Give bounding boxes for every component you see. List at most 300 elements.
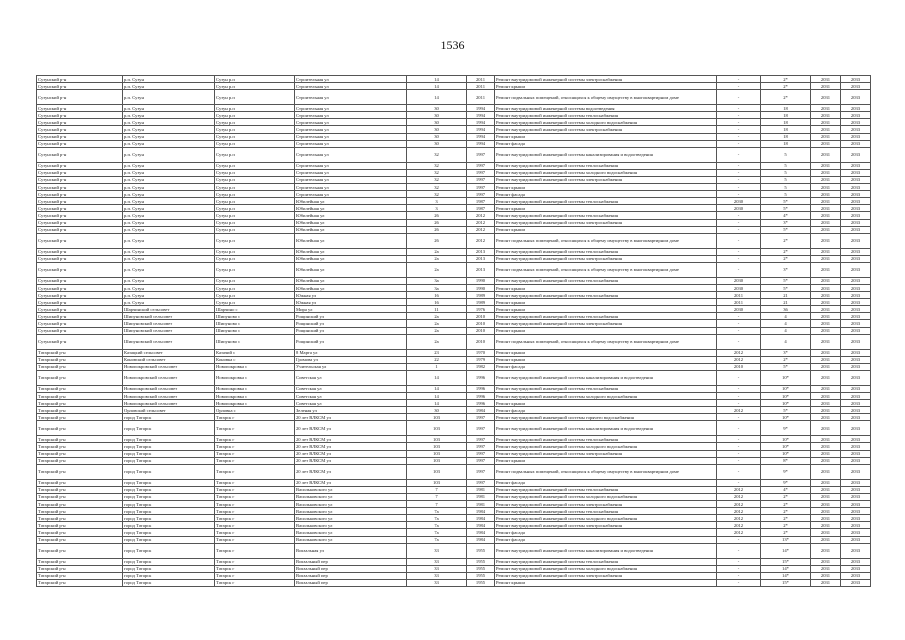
settlement-cell: р.п. Сузун — [123, 255, 215, 262]
period-start-cell: 2031 — [811, 233, 841, 248]
planned-year-cell: - — [717, 536, 761, 543]
table-row — [37, 421, 871, 436]
table-row — [37, 536, 871, 543]
locality-cell: Казачий с — [215, 349, 295, 356]
street-cell: Строительная ул — [295, 140, 407, 147]
planned-year-cell: - — [717, 119, 761, 126]
planned-year-cell: - — [717, 543, 761, 558]
build-year-cell: 1997 — [467, 436, 495, 443]
code-cell: 2* — [761, 515, 811, 522]
build-year-cell: 1981 — [467, 486, 495, 493]
period-end-cell: 2033 — [841, 320, 871, 327]
build-year-cell: 1982 — [467, 363, 495, 370]
house-number-cell: 103 — [407, 414, 467, 421]
period-start-cell: 2031 — [811, 464, 841, 479]
period-start-cell: 2031 — [811, 536, 841, 543]
code-cell: 2* — [761, 83, 811, 90]
locality-cell: Татарск г — [215, 558, 295, 565]
settlement-cell: р.п. Сузун — [123, 147, 215, 162]
build-year-cell: 1997 — [467, 162, 495, 169]
house-number-cell: 7а — [407, 522, 467, 529]
code-cell: 18 — [761, 140, 811, 147]
settlement-cell: р.п. Сузун — [123, 105, 215, 112]
period-start-cell: 2031 — [811, 262, 841, 277]
period-start-cell: 2031 — [811, 479, 841, 486]
planned-year-cell: 2012 — [717, 515, 761, 522]
planned-year-cell: - — [717, 313, 761, 320]
build-year-cell: 1990 — [467, 277, 495, 284]
period-end-cell: 2033 — [841, 558, 871, 565]
table-row — [37, 112, 871, 119]
work-type-cell: Ремонт внутридомовой инженерной системы канализирования и водоотведения — [495, 370, 717, 385]
build-year-cell: 1981 — [467, 501, 495, 508]
period-start-cell: 2031 — [811, 313, 841, 320]
table-row — [37, 90, 871, 105]
table-row — [37, 334, 871, 349]
planned-year-cell: 2030 — [717, 306, 761, 313]
street-cell: Строительная ул — [295, 90, 407, 105]
street-cell: Юбилейная ул — [295, 198, 407, 205]
work-type-cell: Ремонт внутридомовой инженерной системы электроснабжения — [495, 501, 717, 508]
code-cell: 4 — [761, 327, 811, 334]
house-number-cell: 103 — [407, 421, 467, 436]
settlement-cell: город Татарск — [123, 579, 215, 586]
code-cell: 36 — [761, 306, 811, 313]
period-end-cell: 2033 — [841, 306, 871, 313]
district-cell: Сузунский р-н — [37, 299, 123, 306]
code-cell: 5* — [761, 277, 811, 284]
settlement-cell: р.п. Сузун — [123, 205, 215, 212]
code-cell: 5 — [761, 147, 811, 162]
settlement-cell: р.п. Сузун — [123, 90, 215, 105]
house-number-cell: 26 — [407, 212, 467, 219]
planned-year-cell: - — [717, 226, 761, 233]
settlement-cell: город Татарск — [123, 457, 215, 464]
period-start-cell: 2031 — [811, 421, 841, 436]
code-cell: 8* — [761, 457, 811, 464]
period-end-cell: 2033 — [841, 169, 871, 176]
period-start-cell: 2031 — [811, 370, 841, 385]
period-end-cell: 2033 — [841, 414, 871, 421]
settlement-cell: город Татарск — [123, 558, 215, 565]
district-cell: Сузунский р-н — [37, 248, 123, 255]
build-year-cell: 1976 — [467, 306, 495, 313]
build-year-cell: 1997 — [467, 169, 495, 176]
table-row — [37, 147, 871, 162]
settlement-cell: р.п. Сузун — [123, 140, 215, 147]
code-cell: 2* — [761, 90, 811, 105]
planned-year-cell: - — [717, 414, 761, 421]
district-cell: Татарский р-н — [37, 356, 123, 363]
house-number-cell: 33 — [407, 565, 467, 572]
planned-year-cell: - — [717, 464, 761, 479]
code-cell: 5* — [761, 205, 811, 212]
street-cell: Южная ул — [295, 299, 407, 306]
work-type-cell: Ремонт крыши — [495, 356, 717, 363]
planned-year-cell: 2030 — [717, 205, 761, 212]
period-start-cell: 2031 — [811, 356, 841, 363]
settlement-cell: Шипуновский сельсовет — [123, 320, 215, 327]
settlement-cell: город Татарск — [123, 529, 215, 536]
locality-cell: Сузун р.п — [215, 184, 295, 191]
work-type-cell: Ремонт крыши — [495, 579, 717, 586]
work-type-cell: Ремонт крыши — [495, 184, 717, 191]
street-cell: Строительная ул — [295, 112, 407, 119]
settlement-cell: Шипуновский сельсовет — [123, 313, 215, 320]
planned-year-cell: - — [717, 162, 761, 169]
table-row — [37, 450, 871, 457]
period-end-cell: 2033 — [841, 112, 871, 119]
build-year-cell: 1987 — [467, 205, 495, 212]
district-cell: Сузунский р-н — [37, 119, 123, 126]
street-cell: Юбилейная ул — [295, 255, 407, 262]
planned-year-cell: - — [717, 169, 761, 176]
build-year-cell: 2011 — [467, 83, 495, 90]
house-number-cell: 32 — [407, 176, 467, 183]
table-row — [37, 407, 871, 414]
street-cell: Строительная ул — [295, 191, 407, 198]
locality-cell: Сузун р.п — [215, 233, 295, 248]
period-start-cell: 2031 — [811, 169, 841, 176]
table-row — [37, 284, 871, 291]
house-number-cell: 7а — [407, 536, 467, 543]
planned-year-cell: 2030 — [717, 198, 761, 205]
district-cell: Татарский р-н — [37, 515, 123, 522]
table-row — [37, 76, 871, 83]
work-type-cell: Ремонт внутридомовой инженерной системы электроснабжения — [495, 176, 717, 183]
settlement-cell: Орловский сельсовет — [123, 407, 215, 414]
planned-year-cell: - — [717, 255, 761, 262]
planned-year-cell: 2012 — [717, 493, 761, 500]
period-end-cell: 2033 — [841, 543, 871, 558]
build-year-cell: 2010 — [467, 334, 495, 349]
table-row — [37, 543, 871, 558]
planned-year-cell: - — [717, 133, 761, 140]
work-type-cell: Ремонт внутридомовой инженерной системы теплоснабжения — [495, 508, 717, 515]
build-year-cell: 1955 — [467, 565, 495, 572]
house-number-cell: 30 — [407, 407, 467, 414]
locality-cell: Татарск г — [215, 421, 295, 436]
settlement-cell: город Татарск — [123, 436, 215, 443]
work-type-cell: Ремонт фасада — [495, 529, 717, 536]
planned-year-cell: - — [717, 393, 761, 400]
code-cell: 15* — [761, 558, 811, 565]
build-year-cell: 2012 — [467, 233, 495, 248]
table-row — [37, 184, 871, 191]
build-year-cell: 1955 — [467, 558, 495, 565]
house-number-cell: 32 — [407, 184, 467, 191]
district-cell: Сузунский р-н — [37, 169, 123, 176]
house-number-cell: 14 — [407, 385, 467, 392]
work-type-cell: Ремонт внутридомовой инженерной системы теплоснабжения — [495, 248, 717, 255]
work-type-cell: Ремонт внутридомовой инженерной системы теплоснабжения — [495, 292, 717, 299]
street-cell: Вокзальная ул — [295, 543, 407, 558]
settlement-cell: р.п. Сузун — [123, 126, 215, 133]
settlement-cell: город Татарск — [123, 479, 215, 486]
table-row — [37, 320, 871, 327]
build-year-cell: 1955 — [467, 579, 495, 586]
planned-year-cell: - — [717, 112, 761, 119]
build-year-cell: 1997 — [467, 147, 495, 162]
build-year-cell: 2012 — [467, 219, 495, 226]
table-row — [37, 205, 871, 212]
district-cell: Сузунский р-н — [37, 219, 123, 226]
street-cell: 20 лет ВЛКСМ ул — [295, 414, 407, 421]
period-start-cell: 2031 — [811, 105, 841, 112]
period-end-cell: 2033 — [841, 529, 871, 536]
code-cell: 3* — [761, 262, 811, 277]
district-cell: Татарский р-н — [37, 558, 123, 565]
period-start-cell: 2031 — [811, 83, 841, 90]
code-cell: 2* — [761, 508, 811, 515]
district-cell: Сузунский р-н — [37, 90, 123, 105]
period-start-cell: 2031 — [811, 327, 841, 334]
period-end-cell: 2033 — [841, 579, 871, 586]
settlement-cell: р.п. Сузун — [123, 198, 215, 205]
settlement-cell: р.п. Сузун — [123, 284, 215, 291]
locality-cell: Сузун р.п — [215, 112, 295, 119]
period-end-cell: 2033 — [841, 536, 871, 543]
work-type-cell: Ремонт внутридомовой инженерной системы теплоснабжения — [495, 313, 717, 320]
district-cell: Сузунский р-н — [37, 133, 123, 140]
page-number: 1536 — [440, 38, 465, 52]
planned-year-cell: - — [717, 262, 761, 277]
build-year-cell: 2010 — [467, 327, 495, 334]
work-type-cell: Ремонт подвальных помещений, относящихся к общему имуществу в многоквартирном доме — [495, 233, 717, 248]
district-cell: Сузунский р-н — [37, 184, 123, 191]
settlement-cell: город Татарск — [123, 486, 215, 493]
code-cell: 21 — [761, 292, 811, 299]
work-type-cell: Ремонт фасада — [495, 140, 717, 147]
house-number-cell: 14 — [407, 76, 467, 83]
locality-cell: Сузун р.п — [215, 299, 295, 306]
build-year-cell: 1987 — [467, 198, 495, 205]
code-cell: 13* — [761, 536, 811, 543]
district-cell: Сузунский р-н — [37, 83, 123, 90]
district-cell: Сузунский р-н — [37, 233, 123, 248]
planned-year-cell: - — [717, 565, 761, 572]
work-type-cell: Ремонт внутридомовой инженерной системы электроснабжения — [495, 320, 717, 327]
planned-year-cell: 2030 — [717, 284, 761, 291]
table-row — [37, 162, 871, 169]
build-year-cell: 2011 — [467, 90, 495, 105]
street-cell: Громова ул — [295, 356, 407, 363]
period-start-cell: 2031 — [811, 508, 841, 515]
period-end-cell: 2033 — [841, 436, 871, 443]
table-row — [37, 529, 871, 536]
house-number-cell: 7а — [407, 515, 467, 522]
work-type-cell: Ремонт внутридомовой инженерной системы электроснабжения — [495, 219, 717, 226]
planned-year-cell: - — [717, 140, 761, 147]
period-end-cell: 2033 — [841, 400, 871, 407]
house-number-cell: 3а — [407, 277, 467, 284]
street-cell: Юбилейная ул — [295, 226, 407, 233]
locality-cell: Сузун р.п — [215, 76, 295, 83]
period-end-cell: 2033 — [841, 292, 871, 299]
build-year-cell: 2013 — [467, 262, 495, 277]
locality-cell: Сузун р.п — [215, 205, 295, 212]
work-type-cell: Ремонт крыши — [495, 299, 717, 306]
district-cell: Татарский р-н — [37, 443, 123, 450]
locality-cell: Коновка с — [215, 356, 295, 363]
table-row — [37, 385, 871, 392]
code-cell: 5 — [761, 162, 811, 169]
street-cell: Юбилейная ул — [295, 277, 407, 284]
district-cell: Сузунский р-н — [37, 226, 123, 233]
work-type-cell: Ремонт внутридомовой инженерной системы электроснабжения — [495, 522, 717, 529]
period-end-cell: 2033 — [841, 255, 871, 262]
period-start-cell: 2031 — [811, 414, 841, 421]
build-year-cell: 1997 — [467, 184, 495, 191]
code-cell: 10* — [761, 443, 811, 450]
planned-year-cell: 2012 — [717, 349, 761, 356]
work-type-cell: Ремонт внутридомовой инженерной системы холодного водоснабжения — [495, 169, 717, 176]
period-end-cell: 2033 — [841, 370, 871, 385]
period-end-cell: 2033 — [841, 407, 871, 414]
street-cell: 8 Марта ул — [295, 349, 407, 356]
code-cell: 2* — [761, 356, 811, 363]
locality-cell: Шипуново с — [215, 320, 295, 327]
build-year-cell: 1994 — [467, 140, 495, 147]
house-number-cell: 2а — [407, 313, 467, 320]
house-number-cell: 30 — [407, 126, 467, 133]
settlement-cell: р.п. Сузун — [123, 112, 215, 119]
table-row — [37, 443, 871, 450]
district-cell: Татарский р-н — [37, 508, 123, 515]
settlement-cell: Коновский сельсовет — [123, 356, 215, 363]
settlement-cell: р.п. Сузун — [123, 119, 215, 126]
table-row — [37, 313, 871, 320]
district-cell: Татарский р-н — [37, 579, 123, 586]
table-row — [37, 558, 871, 565]
period-end-cell: 2033 — [841, 248, 871, 255]
settlement-cell: Новопокровский сельсовет — [123, 393, 215, 400]
house-number-cell: 2а — [407, 248, 467, 255]
period-end-cell: 2033 — [841, 457, 871, 464]
settlement-cell: город Татарск — [123, 450, 215, 457]
period-start-cell: 2031 — [811, 363, 841, 370]
period-start-cell: 2031 — [811, 558, 841, 565]
work-type-cell: Ремонт внутридомовой инженерной системы теплоснабжения — [495, 558, 717, 565]
district-cell: Татарский р-н — [37, 370, 123, 385]
street-cell: Строительная ул — [295, 133, 407, 140]
street-cell: Строительная ул — [295, 162, 407, 169]
house-number-cell: 1 — [407, 363, 467, 370]
locality-cell: Сузун р.п — [215, 292, 295, 299]
district-cell: Сузунский р-н — [37, 306, 123, 313]
period-start-cell: 2031 — [811, 393, 841, 400]
period-end-cell: 2033 — [841, 515, 871, 522]
table-row — [37, 565, 871, 572]
period-start-cell: 2031 — [811, 277, 841, 284]
table-row — [37, 349, 871, 356]
street-cell: Васильковского ул — [295, 536, 407, 543]
district-cell: Сузунский р-н — [37, 76, 123, 83]
street-cell: 20 лет ВЛКСМ ул — [295, 421, 407, 436]
locality-cell: Сузун р.п — [215, 147, 295, 162]
street-cell: Строительная ул — [295, 83, 407, 90]
house-number-cell: 16 — [407, 292, 467, 299]
street-cell: Рощинский ул — [295, 327, 407, 334]
code-cell: 2* — [761, 76, 811, 83]
street-cell: Юбилейная ул — [295, 219, 407, 226]
code-cell: 3* — [761, 219, 811, 226]
planned-year-cell: - — [717, 233, 761, 248]
work-type-cell: Ремонт внутридомовой инженерной системы канализирования и водоотведения — [495, 543, 717, 558]
build-year-cell: 1997 — [467, 443, 495, 450]
settlement-cell: Новопокровский сельсовет — [123, 363, 215, 370]
locality-cell: Татарск г — [215, 579, 295, 586]
table-row — [37, 486, 871, 493]
street-cell: Вокзальный пер — [295, 572, 407, 579]
period-start-cell: 2031 — [811, 543, 841, 558]
street-cell: 20 лет ВЛКСМ ул — [295, 436, 407, 443]
house-number-cell: 14 — [407, 370, 467, 385]
period-start-cell: 2031 — [811, 320, 841, 327]
period-end-cell: 2033 — [841, 349, 871, 356]
table-row — [37, 327, 871, 334]
work-type-cell: Ремонт крыши — [495, 400, 717, 407]
code-cell: 5 — [761, 169, 811, 176]
table-row — [37, 212, 871, 219]
planned-year-cell: - — [717, 400, 761, 407]
code-cell: 10* — [761, 414, 811, 421]
planned-year-cell: - — [717, 572, 761, 579]
planned-year-cell: 2012 — [717, 522, 761, 529]
table-row — [37, 226, 871, 233]
period-end-cell: 2033 — [841, 443, 871, 450]
street-cell: Строительная ул — [295, 176, 407, 183]
code-cell: 18 — [761, 126, 811, 133]
build-year-cell: 1984 — [467, 508, 495, 515]
house-number-cell: 103 — [407, 450, 467, 457]
period-end-cell: 2033 — [841, 90, 871, 105]
period-start-cell: 2031 — [811, 255, 841, 262]
house-number-cell: 103 — [407, 464, 467, 479]
period-end-cell: 2033 — [841, 105, 871, 112]
period-end-cell: 2033 — [841, 233, 871, 248]
street-cell: Васильковского ул — [295, 486, 407, 493]
settlement-cell: р.п. Сузун — [123, 76, 215, 83]
street-cell: Васильковского ул — [295, 501, 407, 508]
district-cell: Сузунский р-н — [37, 277, 123, 284]
settlement-cell: Новопокровский сельсовет — [123, 400, 215, 407]
code-cell: 4* — [761, 486, 811, 493]
period-end-cell: 2033 — [841, 572, 871, 579]
period-end-cell: 2033 — [841, 522, 871, 529]
work-type-cell: Ремонт внутридомовой инженерной системы холодного водоснабжения — [495, 515, 717, 522]
locality-cell: Татарск г — [215, 414, 295, 421]
settlement-cell: р.п. Сузун — [123, 83, 215, 90]
locality-cell: Сузун р.п — [215, 262, 295, 277]
district-cell: Сузунский р-н — [37, 205, 123, 212]
settlement-cell: р.п. Сузун — [123, 162, 215, 169]
district-cell: Сузунский р-н — [37, 284, 123, 291]
settlement-cell: Казацкий сельсовет — [123, 349, 215, 356]
settlement-cell: город Татарск — [123, 493, 215, 500]
house-number-cell: 30 — [407, 112, 467, 119]
district-cell: Сузунский р-н — [37, 105, 123, 112]
house-number-cell: 33 — [407, 543, 467, 558]
period-start-cell: 2031 — [811, 493, 841, 500]
period-end-cell: 2033 — [841, 133, 871, 140]
work-type-cell: Ремонт внутридомовой инженерной системы канализирования и водоотведения — [495, 421, 717, 436]
settlement-cell: город Татарск — [123, 501, 215, 508]
build-year-cell: 1984 — [467, 407, 495, 414]
table-row — [37, 501, 871, 508]
build-year-cell: 2013 — [467, 248, 495, 255]
build-year-cell: 1984 — [467, 536, 495, 543]
